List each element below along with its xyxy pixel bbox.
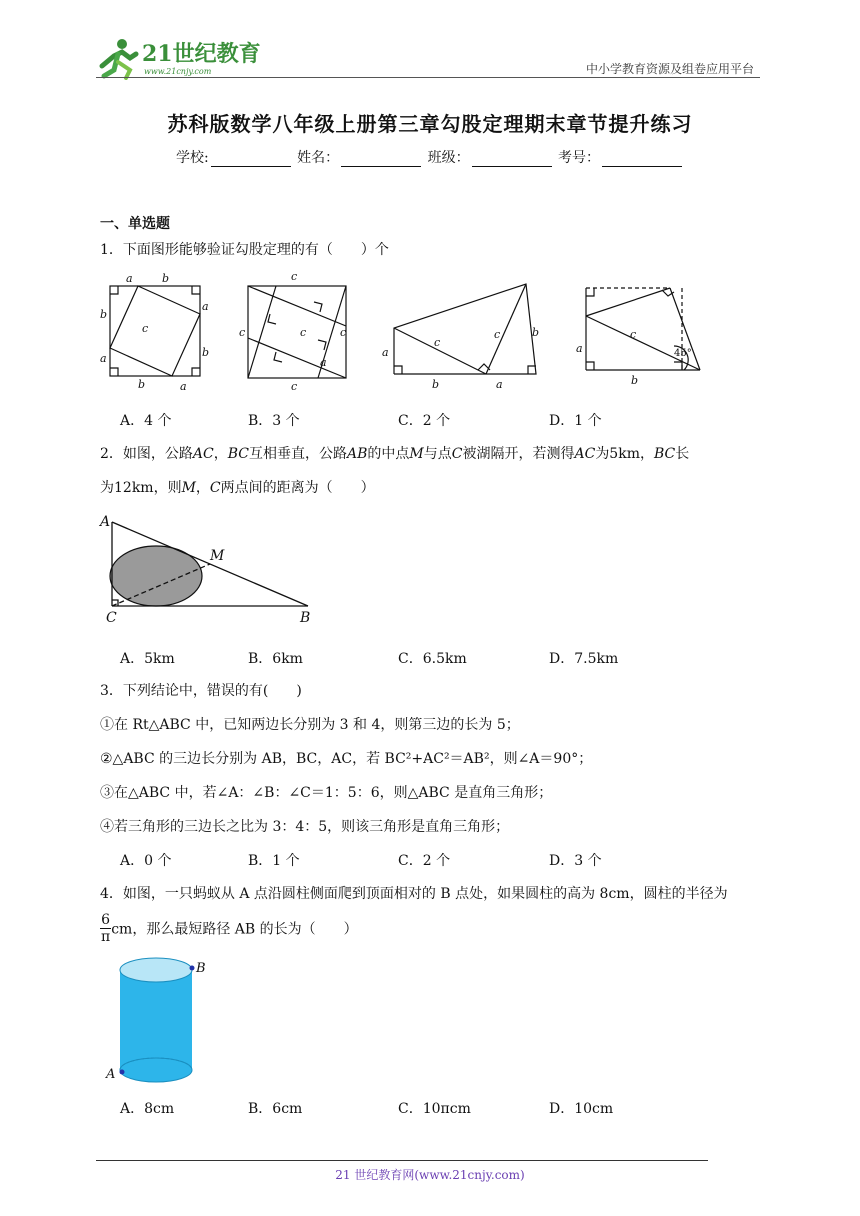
q3-option-d[interactable]: D．3 个 — [549, 853, 602, 869]
fraction-numerator: 6 — [101, 912, 111, 928]
fig1-label-a-left: a — [100, 352, 107, 365]
header-platform-text: 中小学教育资源及组卷应用平台 — [585, 62, 754, 76]
question-2-line-1: 2．如图，公路AC，BC互相垂直，公路AB的中点M与点C被湖隔开，若测得AC为5km，BC长 — [100, 446, 690, 462]
fraction — [100, 912, 111, 945]
fig3-label-c1: c — [434, 336, 441, 349]
exam-no-blank[interactable] — [602, 152, 682, 167]
school-label: 学校: — [175, 150, 209, 166]
fig3-label-c2: c — [494, 328, 501, 341]
fig1-label-b-left: b — [100, 308, 108, 321]
q2-label-C: C — [106, 610, 117, 626]
q1-option-c[interactable]: C．2 个 — [398, 413, 451, 429]
q4-option-b[interactable]: B．6cm — [248, 1101, 303, 1117]
page-title: 苏科版数学八年级上册第三章勾股定理期末章节提升练习 — [167, 112, 693, 136]
question-1-figures — [96, 266, 716, 398]
fig2-label-c-left: c — [239, 326, 246, 339]
q4-label-B: B — [196, 961, 206, 976]
q3-option-b[interactable]: B．1 个 — [248, 853, 300, 869]
header-divider — [96, 77, 760, 78]
q2-option-d[interactable]: D．7.5km — [549, 651, 619, 667]
fig1-label-b-bottom: b — [138, 378, 146, 391]
fig2-label-c-center: c — [300, 326, 307, 339]
school-blank[interactable] — [211, 152, 291, 167]
fig4-label-b: b — [631, 374, 639, 387]
exam-no-label: 考号： — [558, 150, 601, 166]
q1-option-b[interactable]: B．3 个 — [248, 413, 300, 429]
question-2-line-2: 为12km，则M，C两点间的距离为（ ） — [100, 480, 375, 496]
fig1-label-b-right: b — [202, 346, 210, 359]
fig1-label-a-right: a — [202, 300, 209, 313]
question-3-text: 3．下列结论中，错误的有( ) — [100, 683, 302, 699]
question-4-line-1: 4．如图，一只蚂蚁从 A 点沿圆柱侧面爬到顶面相对的 B 点处，如果圆柱的高为 8cm，圆柱的半径为 — [100, 886, 728, 902]
q4-label-A: A — [106, 1067, 116, 1082]
question-3-statement-3: ③在△ABC 中，若∠A：∠B：∠C＝1：5：6，则△ABC 是直角三角形； — [100, 785, 553, 801]
name-blank[interactable] — [341, 152, 421, 167]
footer-text[interactable]: 21 世纪教育网(www.21cnjy.com) — [335, 1168, 525, 1182]
q4-option-c[interactable]: C．10πcm — [398, 1101, 471, 1117]
fig4-label-45deg: 45° — [674, 348, 692, 359]
fig2-label-c-right: c — [340, 326, 347, 339]
question-2-figure — [96, 510, 326, 630]
question-1-text: 1．下面图形能够验证勾股定理的有（ ）个 — [100, 242, 389, 258]
fig2-label-c-top: c — [291, 270, 298, 283]
q3-option-c[interactable]: C．2 个 — [398, 853, 451, 869]
fig3-label-b-bottom: b — [432, 378, 440, 391]
fig1-label-b-top: b — [162, 272, 170, 285]
question-3-statement-2: ②△ABC 的三边长分别为 AB，BC，AC，若 BC²+AC²＝AB²，则∠A＝90°； — [100, 751, 593, 767]
q2-option-a[interactable]: A．5km — [120, 651, 175, 667]
q2-option-c[interactable]: C．6.5km — [398, 651, 467, 667]
q1-option-d[interactable]: D．1 个 — [549, 413, 602, 429]
q4-option-d[interactable]: D．10cm — [549, 1101, 614, 1117]
q2-label-A: A — [100, 514, 111, 530]
fig1-label-a-bottom: a — [180, 380, 187, 393]
logo-text: 21世纪教育 — [142, 41, 261, 67]
logo-url: www.21cnjy.com — [144, 67, 212, 76]
section-heading: 一、单选题 — [100, 216, 170, 232]
question-4-line-2-text: cm，那么最短路径 AB 的长为（ ） — [111, 921, 358, 938]
class-blank[interactable] — [472, 152, 552, 167]
q2-label-B: B — [300, 610, 311, 626]
name-label: 姓名： — [297, 150, 340, 166]
logo — [96, 36, 266, 80]
fig4-label-c: c — [630, 328, 637, 341]
q3-option-a[interactable]: A．0 个 — [120, 853, 172, 869]
class-label: 班级： — [427, 150, 470, 166]
fig1-label-c: c — [142, 322, 149, 335]
fig3-label-b-right: b — [532, 326, 540, 339]
fig2-label-a: a — [320, 356, 327, 369]
fig3-label-a-bottom: a — [496, 378, 503, 391]
question-4-line-2 — [100, 912, 358, 945]
fig2-label-c-bottom: c — [291, 380, 298, 393]
q2-label-M: M — [210, 548, 225, 564]
footer-divider — [96, 1160, 708, 1161]
runner-icon — [102, 39, 136, 78]
question-3-statement-4: ④若三角形的三边长之比为 3：4：5，则该三角形是直角三角形； — [100, 819, 510, 835]
question-4-cylinder-figure — [100, 952, 220, 1086]
fig1-label-a-top: a — [126, 272, 133, 285]
q1-option-a[interactable]: A．4 个 — [120, 413, 172, 429]
student-info-line — [0, 147, 860, 167]
question-3-statement-1: ①在 Rt△ABC 中，已知两边长分别为 3 和 4，则第三边的长为 5； — [100, 717, 520, 733]
fraction-denominator: π — [101, 929, 111, 945]
q4-option-a[interactable]: A．8cm — [120, 1101, 175, 1117]
fig4-label-a: a — [576, 342, 583, 355]
fig3-label-a: a — [382, 346, 389, 359]
q2-option-b[interactable]: B．6km — [248, 651, 303, 667]
